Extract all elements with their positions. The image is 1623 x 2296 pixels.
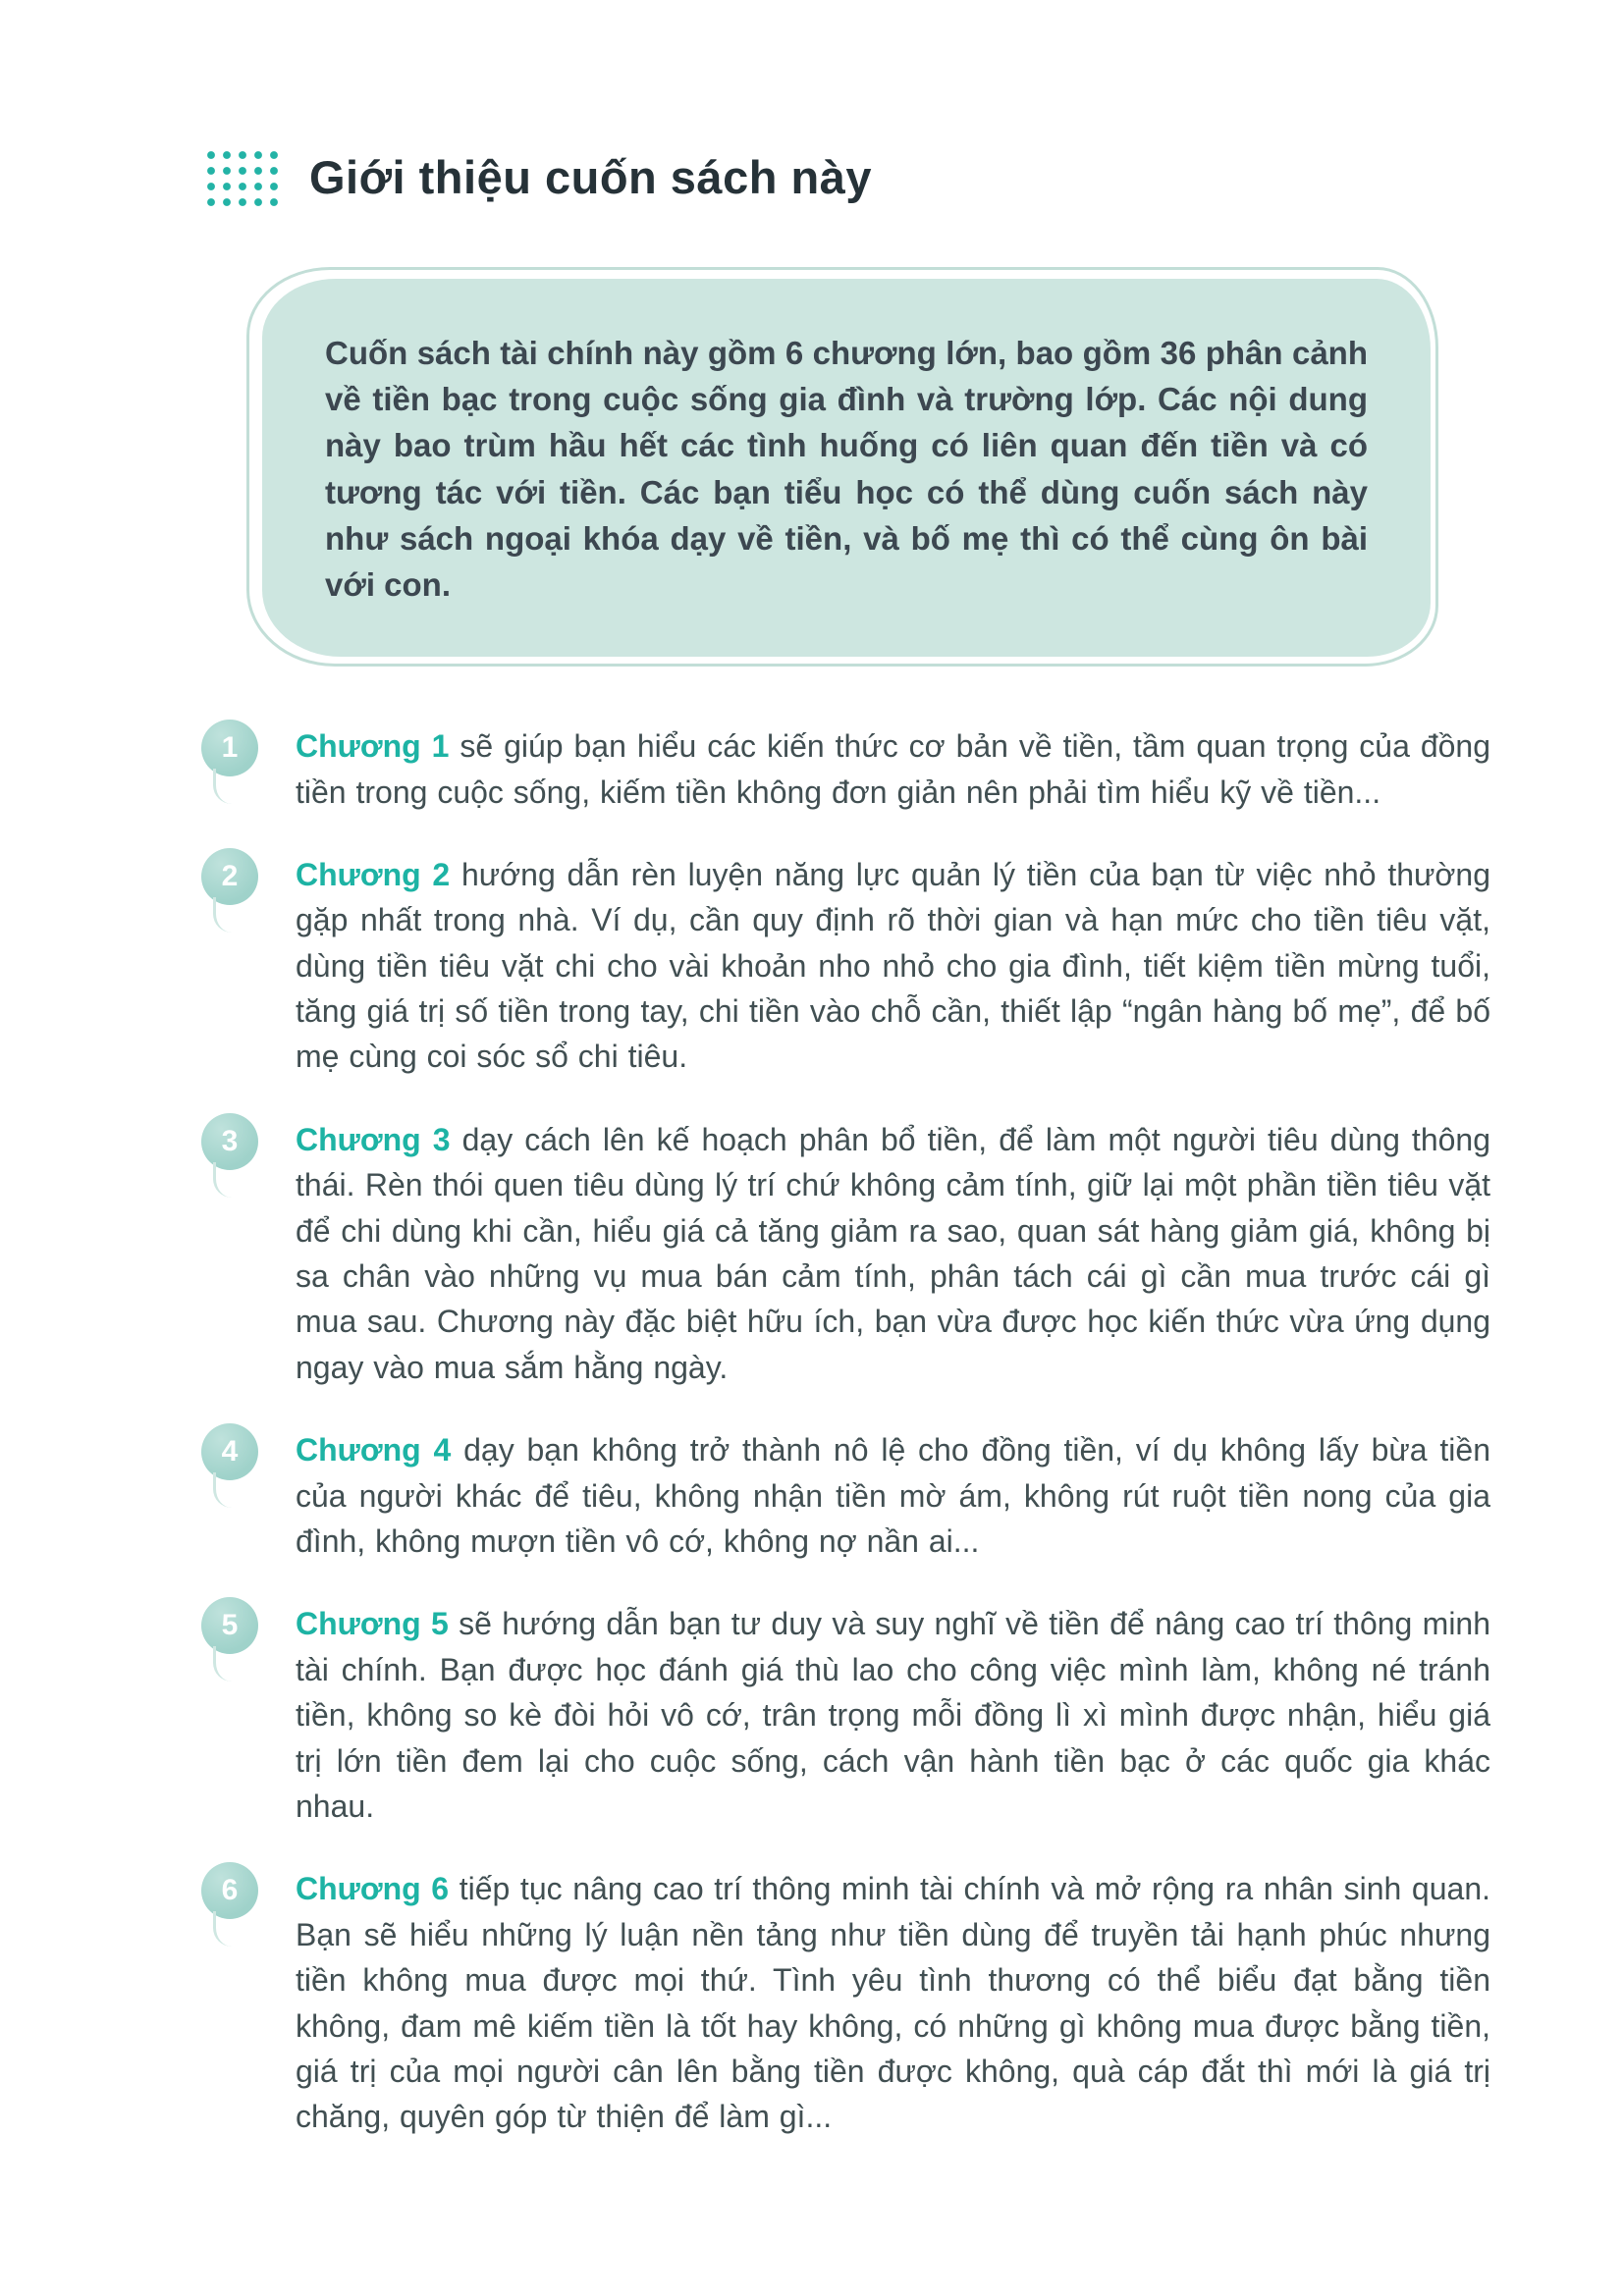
dots-grid-icon bbox=[201, 145, 280, 208]
chapter-body: dạy bạn không trở thành nô lệ cho đồng tiền, ví dụ không lấy bừa tiền của người khác để tiêu, không nhận tiền mờ ám, không rút ruột tiền nong của gia đình, không mượn tiền vô cớ, không nợ nần ai... bbox=[296, 1432, 1491, 1559]
chapter-item bbox=[201, 1427, 1490, 1564]
chapter-label: Chương 5 bbox=[296, 1606, 449, 1642]
chapter-body: sẽ hướng dẫn bạn tư duy và suy nghĩ về tiền để nâng cao trí thông minh tài chính. Bạn được học đánh giá thù lao cho công việc mình làm, không né tránh tiền, không so kè đòi hỏi vô cớ, trân trọng mỗi đồng lì xì mình được nhận, hiểu giá trị lớn tiền đem lại cho cuộc sống, cách vận hành tiền bạc ở các quốc gia khác nhau. bbox=[296, 1606, 1491, 1824]
chapter-number-column bbox=[201, 1113, 258, 1170]
chapter-label: Chương 1 bbox=[296, 728, 450, 765]
chapter-item bbox=[201, 1866, 1490, 2139]
chapter-body: sẽ giúp bạn hiểu các kiến thức cơ bản về tiền, tầm quan trọng của đồng tiền trong cuộc sống, kiếm tiền không đơn giản nên phải tìm hiểu kỹ về tiền... bbox=[296, 728, 1491, 810]
chapter-item bbox=[201, 1117, 1490, 1390]
chapter-list bbox=[201, 723, 1490, 2140]
chapter-item bbox=[201, 723, 1490, 815]
intro-box bbox=[262, 279, 1431, 657]
chapter-body: dạy cách lên kế hoạch phân bổ tiền, để làm một người tiêu dùng thông thái. Rèn thói quen tiêu dùng lý trí chứ không cảm tính, giữ lại một phần tiền tiêu vặt để chi dùng khi cần, hiểu giá cả tăng giảm ra sao, quan sát hàng giảm giá, không bị sa chân vào những vụ mua bán cảm tính, phân tách cái gì cần mua trước cái gì mua sau. Chương này đặc biệt hữu ích, bạn vừa được học kiến thức vừa ứng dụng ngay vào mua sắm hằng ngày. bbox=[296, 1121, 1491, 1385]
chapter-label: Chương 4 bbox=[296, 1432, 452, 1468]
chapter-label: Chương 3 bbox=[296, 1121, 451, 1157]
chapter-number-column bbox=[201, 1423, 258, 1480]
chapter-body: tiếp tục nâng cao trí thông minh tài chính và mở rộng ra nhân sinh quan. Bạn sẽ hiểu những lý luận nền tảng như tiền dùng để truyền tải hạnh phúc nhưng tiền không mua được mọi thứ. Tình yêu tình thương có thể biểu đạt bằng tiền không, đam mê kiếm tiền là tốt hay không, có những gì không mua được bằng tiền, giá trị của mọi người cân lên bằng tiền được không, quà cáp đắt thì mới là giá trị chăng, quyên góp từ thiện để làm gì... bbox=[296, 1871, 1491, 2135]
page-header bbox=[201, 145, 1490, 208]
chapter-item bbox=[201, 852, 1490, 1080]
chapter-text bbox=[296, 1427, 1490, 1564]
chapter-number-badge: 1 bbox=[201, 720, 258, 776]
chapter-number-column bbox=[201, 1862, 258, 1919]
chapter-number-column bbox=[201, 720, 258, 776]
chapter-text bbox=[296, 1866, 1490, 2139]
page-title: Giới thiệu cuốn sách này bbox=[309, 150, 872, 203]
chapter-text bbox=[296, 723, 1490, 815]
chapter-label: Chương 6 bbox=[296, 1871, 450, 1907]
chapter-number-badge: 5 bbox=[201, 1597, 258, 1654]
chapter-number-badge: 4 bbox=[201, 1423, 258, 1480]
chapter-number-badge: 6 bbox=[201, 1862, 258, 1919]
chapter-body: hướng dẫn rèn luyện năng lực quản lý tiền của bạn từ việc nhỏ thường gặp nhất trong nhà. Ví dụ, cần quy định rõ thời gian và hạn mức cho tiền tiêu vặt, dùng tiền tiêu vặt chi cho vài khoản nho nhỏ cho gia đình, tiết kiệm tiền mừng tuổi, tăng giá trị số tiền trong tay, chi tiền vào chỗ cần, thiết lập “ngân hàng bố mẹ”, để bố mẹ cùng coi sóc sổ chi tiêu. bbox=[296, 856, 1491, 1075]
chapter-text bbox=[296, 1601, 1490, 1829]
chapter-number-badge: 3 bbox=[201, 1113, 258, 1170]
chapter-text bbox=[296, 1117, 1490, 1390]
chapter-number-column bbox=[201, 848, 258, 905]
chapter-number-column bbox=[201, 1597, 258, 1654]
chapter-text bbox=[296, 852, 1490, 1080]
chapter-label: Chương 2 bbox=[296, 856, 451, 892]
intro-text: Cuốn sách tài chính này gồm 6 chương lớn, bao gồm 36 phân cảnh về tiền bạc trong cuộc sống gia đình và trường lớp. Các nội dung này bao trùm hầu hết các tình huống có liên quan đến tiền và có tương tác với tiền. Các bạn tiểu học có thể dùng cuốn sách này như sách ngoại khóa dạy về tiền, và bố mẹ thì có thể cùng ôn bài với con. bbox=[325, 335, 1368, 603]
chapter-item bbox=[201, 1601, 1490, 1829]
chapter-number-badge: 2 bbox=[201, 848, 258, 905]
